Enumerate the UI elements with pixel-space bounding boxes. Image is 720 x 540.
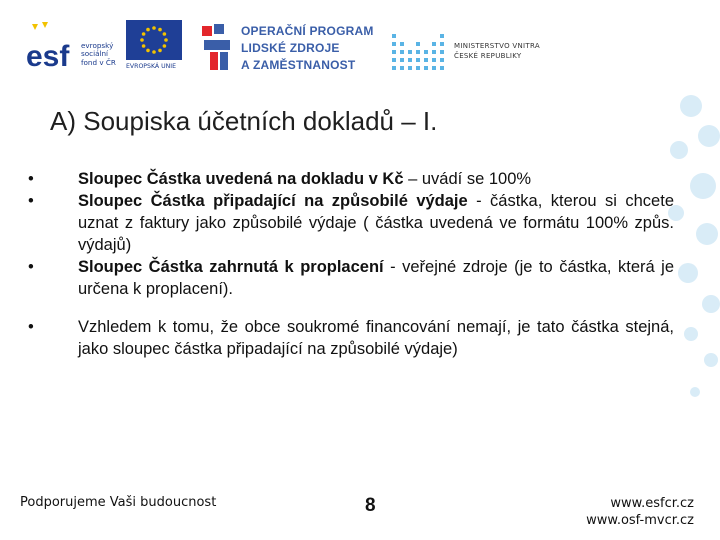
page-number: 8 bbox=[365, 495, 376, 516]
item-bold-text: Sloupec Částka uvedená na dokladu v Kč bbox=[78, 170, 404, 188]
bullet-icon: • bbox=[28, 192, 34, 210]
item-text: - částka, kterou si chcete uznat z faktury jako způsobilé výdaje ( částka uvedená ve formátu 100% způs. výdajů) bbox=[78, 192, 674, 254]
list-item bbox=[24, 168, 674, 190]
link-osf-mvcr[interactable]: www.osf-mvcr.cz bbox=[586, 513, 694, 528]
item-bold-text: Sloupec Částka zahrnutá k proplacení bbox=[78, 258, 384, 276]
item-bold-text: Sloupec Částka připadající na způsobilé výdaje bbox=[78, 192, 468, 210]
link-esfcr[interactable]: www.esfcr.cz bbox=[610, 496, 694, 511]
bullet-icon: • bbox=[28, 318, 34, 336]
eu-flag-icon bbox=[126, 20, 182, 60]
item-text: - veřejné zdroje (je to částka, která je určena k proplacení). bbox=[78, 258, 674, 298]
ministry-line-2: ČESKÉ REPUBLIKY bbox=[454, 52, 522, 60]
logo-strip bbox=[0, 0, 720, 90]
op-lidske-zdroje-logo bbox=[200, 22, 375, 74]
list-item bbox=[24, 316, 674, 360]
op-figure-icon bbox=[200, 22, 236, 72]
svg-text:esf: esf bbox=[26, 40, 70, 72]
ministry-logo bbox=[392, 26, 552, 76]
esf-logo bbox=[24, 20, 118, 72]
bullet-icon: • bbox=[28, 258, 34, 276]
item-text: Vzhledem k tomu, že obce soukromé financování nemají, je tato částka stejná, jako sloupec částka připadající na způsobilé výdaje) bbox=[78, 318, 674, 358]
esf-line-2: sociální bbox=[81, 49, 109, 59]
op-line-3: A ZAMĚSTNANOST bbox=[241, 58, 356, 72]
footer-slogan: Podporujeme Vaši budoucnost bbox=[20, 495, 217, 510]
eu-logo bbox=[126, 20, 182, 72]
ministry-emblem-icon bbox=[392, 26, 446, 72]
bullet-icon: • bbox=[28, 170, 34, 188]
list-item bbox=[24, 190, 674, 256]
bullet-list bbox=[24, 168, 674, 360]
footer-links bbox=[586, 495, 694, 529]
op-line-1: OPERAČNÍ PROGRAM bbox=[241, 24, 374, 38]
item-text: – uvádí se 100% bbox=[403, 170, 532, 188]
esf-mark-icon bbox=[24, 20, 78, 72]
ministry-line-1: MINISTERSTVO VNITRA bbox=[454, 42, 540, 50]
slide-title: A) Soupiska účetních dokladů – I. bbox=[50, 106, 438, 136]
esf-line-1: evropský bbox=[81, 41, 114, 50]
esf-line-3: fond v ČR bbox=[81, 57, 116, 67]
list-item bbox=[24, 256, 674, 300]
op-line-2: LIDSKÉ ZDROJE bbox=[241, 41, 340, 55]
eu-label: EVROPSKÁ UNIE bbox=[126, 63, 177, 70]
